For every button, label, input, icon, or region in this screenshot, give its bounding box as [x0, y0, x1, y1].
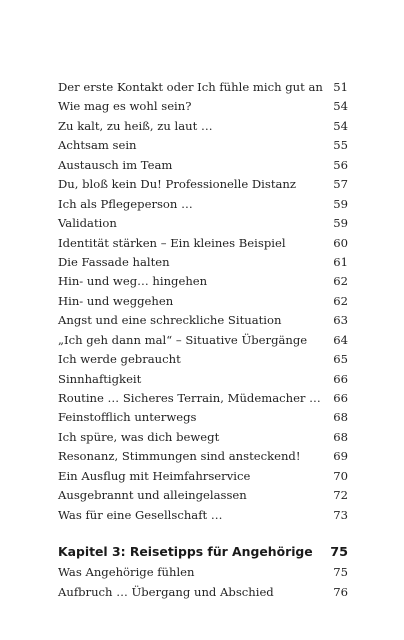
toc-entry [58, 117, 348, 136]
toc-entry [58, 467, 348, 486]
chapter-page: 75 [330, 545, 348, 561]
table-of-contents [58, 78, 348, 602]
entry-page: 62 [333, 293, 348, 308]
toc-entry [58, 234, 348, 253]
entry-title: Resonanz, Stimmungen sind ansteckend! [58, 449, 301, 464]
entry-title: Der erste Kontakt oder Ich fühle mich gut an [58, 80, 323, 94]
entry-title: Achtsam sein [58, 138, 137, 153]
entry-title: Feinstofflich unterwegs [58, 410, 197, 425]
entry-page: 54 [333, 118, 348, 133]
entry-page: 51 [333, 80, 348, 94]
entry-title: Austausch im Team [58, 157, 173, 172]
toc-entry [58, 78, 348, 97]
toc-entry [58, 583, 348, 602]
entry-title: Identität stärken – Ein kleines Beispiel [58, 235, 286, 250]
toc-entry [58, 408, 348, 427]
entry-title: Validation [58, 216, 117, 231]
entry-title: Ich spüre, was dich bewegt [58, 429, 220, 444]
entry-page: 59 [333, 196, 348, 211]
toc-entry [58, 175, 348, 194]
entry-title: Hin- und weg… hingehen [58, 274, 208, 289]
entry-page: 55 [333, 138, 348, 153]
entry-title: Zu kalt, zu heiß, zu laut … [58, 118, 213, 133]
toc-entry [58, 428, 348, 447]
entry-title: Ausgebrannt und alleingelassen [58, 488, 247, 503]
entry-title: Ich als Pflegeperson … [58, 196, 193, 211]
entry-title: Angst und eine schreckliche Situation [58, 313, 282, 328]
entry-page: 57 [333, 177, 348, 192]
toc-entry [58, 370, 348, 389]
toc-entry [58, 292, 348, 311]
entry-page: 66 [333, 371, 348, 386]
toc-entry [58, 253, 348, 272]
chapter-title: Kapitel 3: Reisetipps für Angehörige [58, 544, 313, 560]
toc-entry [58, 97, 348, 116]
entry-page: 72 [333, 488, 348, 503]
toc-entry [58, 486, 348, 505]
chapter-heading [58, 541, 348, 563]
entry-page: 56 [333, 157, 348, 172]
entry-title: Aufbruch … Übergang und Abschied [58, 584, 274, 599]
entry-page: 70 [333, 468, 348, 483]
toc-entry [58, 311, 348, 330]
toc-entry [58, 506, 348, 525]
entry-page: 62 [333, 274, 348, 289]
entry-page: 69 [333, 449, 348, 464]
toc-entry [58, 563, 348, 582]
toc-entry [58, 136, 348, 155]
entry-page: 66 [333, 391, 348, 405]
entry-title: Ein Ausflug mit Heimfahrservice [58, 468, 251, 483]
entry-page: 64 [333, 332, 348, 347]
entry-title: Sinnhaftigkeit [58, 371, 142, 386]
toc-entry [58, 272, 348, 291]
toc-entry [58, 156, 348, 175]
entry-page: 54 [333, 99, 348, 114]
entry-page: 68 [333, 410, 348, 425]
entry-title: Hin- und weggehen [58, 293, 174, 308]
entry-title: „Ich geh dann mal“ – Situative Übergänge [58, 332, 308, 347]
entry-page: 65 [333, 352, 348, 367]
entry-title: Wie mag es wohl sein? [58, 99, 192, 114]
entry-title: Routine … Sicheres Terrain, Müdemacher … [58, 391, 321, 405]
toc-entry [58, 350, 348, 369]
entry-title: Was Angehörige fühlen [58, 565, 195, 580]
entry-title: Was für eine Gesellschaft … [58, 507, 223, 522]
toc-entry [58, 195, 348, 214]
entry-title: Du, bloß kein Du! Professionelle Distanz [58, 177, 296, 192]
entry-title: Die Fassade halten [58, 254, 170, 269]
entry-page: 76 [333, 584, 348, 599]
entry-page: 73 [333, 507, 348, 522]
entry-list [58, 78, 348, 525]
entry-page: 59 [333, 216, 348, 231]
toc-entry [58, 447, 348, 466]
entry-page: 63 [333, 313, 348, 328]
entry-title: Ich werde gebraucht [58, 352, 181, 367]
entry-page: 68 [333, 429, 348, 444]
chapter-entry-list [58, 563, 348, 602]
toc-entry [58, 389, 348, 408]
entry-page: 75 [333, 565, 348, 580]
toc-entry [58, 214, 348, 233]
toc-entry [58, 331, 348, 350]
entry-page: 60 [333, 235, 348, 250]
entry-page: 61 [333, 254, 348, 269]
